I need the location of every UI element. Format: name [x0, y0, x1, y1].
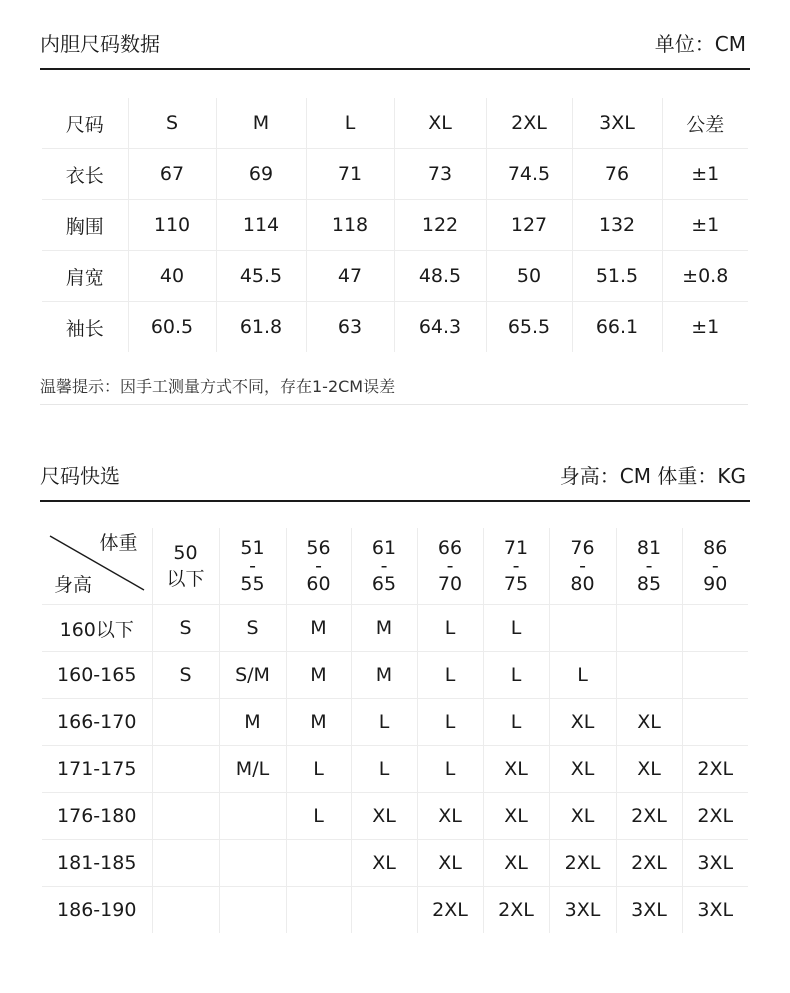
size-cell: XL: [351, 793, 417, 840]
size-cell: M: [351, 605, 417, 652]
size-cell: 2XL: [616, 793, 682, 840]
weight-range-header: [682, 528, 748, 605]
size-cell: 2XL: [682, 793, 748, 840]
size-cell: S: [152, 605, 219, 652]
corner-height-label: 身高: [54, 574, 93, 596]
quick-size-table: [42, 528, 748, 933]
size-cell: 2XL: [682, 746, 748, 793]
size-data-header: [40, 28, 750, 58]
size-cell: 2XL: [616, 840, 682, 887]
weight-range-part: -: [380, 555, 388, 577]
quick-size-header: [40, 460, 750, 490]
weight-range-part: 85: [636, 573, 662, 595]
height-range-label: 176-180: [42, 793, 152, 840]
table-cell: 65.5: [486, 302, 572, 353]
size-cell: [152, 887, 219, 934]
weight-range-part: 50: [173, 542, 198, 564]
size-cell: [286, 840, 351, 887]
table-cell: S: [128, 98, 216, 149]
table-cell: 118: [306, 200, 394, 251]
size-cell: [351, 887, 417, 934]
table-cell: 45.5: [216, 251, 306, 302]
size-cell: [616, 605, 682, 652]
weight-range-part: 56: [306, 537, 331, 559]
size-cell: [219, 840, 286, 887]
table-cell: ±0.8: [662, 251, 748, 302]
weight-range-part: -: [446, 555, 454, 577]
table-cell: 40: [128, 251, 216, 302]
weight-range-part: 90: [703, 573, 728, 595]
size-cell: 2XL: [417, 887, 483, 934]
table-cell: XL: [394, 98, 486, 149]
size-cell: M: [286, 699, 351, 746]
size-cell: L: [351, 699, 417, 746]
weight-range-part: 51: [240, 537, 265, 559]
table-cell: 114: [216, 200, 306, 251]
size-cell: XL: [549, 793, 616, 840]
size-data-title: 内胆尺码数据: [40, 32, 160, 56]
weight-range-part: 70: [437, 573, 463, 595]
table-cell: 74.5: [486, 149, 572, 200]
measurement-note: 温馨提示：因手工测量方式不同，存在1-2CM误差: [40, 377, 396, 396]
table-row: [42, 840, 748, 887]
size-cell: XL: [616, 746, 682, 793]
size-cell: XL: [417, 793, 483, 840]
size-cell: 3XL: [682, 840, 748, 887]
weight-range-header: [616, 528, 682, 605]
size-cell: S/M: [219, 652, 286, 699]
row-label: 胸围: [42, 200, 128, 251]
table-cell: 73: [394, 149, 486, 200]
size-cell: L: [417, 605, 483, 652]
weight-range-part: 以下: [166, 568, 205, 590]
size-cell: M: [219, 699, 286, 746]
table-row: [42, 302, 748, 353]
quick-size-unit: 身高：CM 体重：KG: [559, 464, 746, 488]
size-cell: [682, 652, 748, 699]
height-range-label: 171-175: [42, 746, 152, 793]
weight-range-part: 75: [503, 573, 529, 595]
table-row: [42, 652, 748, 699]
weight-range-part: 76: [570, 537, 595, 559]
table-row: [42, 605, 748, 652]
table-cell: 50: [486, 251, 572, 302]
size-cell: XL: [483, 746, 549, 793]
table-cell: 127: [486, 200, 572, 251]
table-cell: ±1: [662, 200, 748, 251]
table-cell: 67: [128, 149, 216, 200]
table-row: [42, 793, 748, 840]
size-cell: L: [483, 605, 549, 652]
size-cell: [616, 652, 682, 699]
corner-cell: [42, 528, 152, 605]
weight-range-header: [219, 528, 286, 605]
size-cell: S: [152, 652, 219, 699]
size-cell: [219, 793, 286, 840]
weight-range-part: 61: [371, 537, 397, 559]
weight-range-header: [286, 528, 351, 605]
row-label: 肩宽: [42, 251, 128, 302]
table-cell: 51.5: [572, 251, 662, 302]
size-cell: [286, 887, 351, 934]
table-row: [42, 746, 748, 793]
size-data-unit: 单位：CM: [654, 32, 746, 56]
table-cell: 64.3: [394, 302, 486, 353]
table-row: [42, 149, 748, 200]
size-cell: L: [417, 652, 483, 699]
table-cell: 110: [128, 200, 216, 251]
size-cell: 3XL: [616, 887, 682, 934]
size-cell: XL: [549, 746, 616, 793]
table-cell: 3XL: [572, 98, 662, 149]
table-cell: L: [306, 98, 394, 149]
size-cell: [152, 699, 219, 746]
weight-range-part: 60: [306, 573, 331, 595]
row-label: 衣长: [42, 149, 128, 200]
table-cell: ±1: [662, 302, 748, 353]
table-cell: M: [216, 98, 306, 149]
weight-range-header: [417, 528, 483, 605]
table-row: [42, 887, 748, 934]
size-cell: L: [417, 746, 483, 793]
table-cell: 47: [306, 251, 394, 302]
weight-range-part: -: [579, 555, 586, 577]
table-row: [42, 699, 748, 746]
table-cell: 61.8: [216, 302, 306, 353]
weight-range-part: -: [512, 555, 520, 577]
table-cell: 71: [306, 149, 394, 200]
size-cell: XL: [351, 840, 417, 887]
table-row: [42, 251, 748, 302]
size-cell: 3XL: [682, 887, 748, 934]
size-cell: L: [417, 699, 483, 746]
section-rule: [40, 68, 750, 70]
table-row: [42, 200, 748, 251]
row-label: 尺码: [42, 98, 128, 149]
table-cell: 122: [394, 200, 486, 251]
weight-range-part: 65: [371, 573, 397, 595]
size-cell: [682, 605, 748, 652]
size-cell: [549, 605, 616, 652]
size-cell: L: [286, 793, 351, 840]
size-cell: 2XL: [549, 840, 616, 887]
table-cell: 63: [306, 302, 394, 353]
height-range-label: 160-165: [42, 652, 152, 699]
size-cell: L: [549, 652, 616, 699]
size-cell: 3XL: [549, 887, 616, 934]
size-cell: L: [286, 746, 351, 793]
table-cell: 48.5: [394, 251, 486, 302]
quick-size-title: 尺码快选: [40, 464, 120, 488]
size-data-table: [42, 98, 748, 352]
weight-header-row: [42, 528, 748, 605]
size-cell: M/L: [219, 746, 286, 793]
size-cell: [682, 699, 748, 746]
section-rule: [40, 500, 750, 502]
table-cell: 69: [216, 149, 306, 200]
table-cell: 2XL: [486, 98, 572, 149]
size-cell: L: [351, 746, 417, 793]
size-cell: XL: [616, 699, 682, 746]
size-cell: [152, 840, 219, 887]
weight-range-part: 71: [503, 537, 529, 559]
table-cell: 60.5: [128, 302, 216, 353]
table-cell: 132: [572, 200, 662, 251]
size-cell: [152, 793, 219, 840]
size-cell: XL: [549, 699, 616, 746]
weight-range-header: [549, 528, 616, 605]
size-cell: L: [483, 699, 549, 746]
table-cell: ±1: [662, 149, 748, 200]
corner-weight-label: 体重: [99, 532, 138, 554]
size-cell: L: [483, 652, 549, 699]
size-cell: XL: [417, 840, 483, 887]
height-range-label: 181-185: [42, 840, 152, 887]
weight-range-part: 55: [240, 573, 265, 595]
weight-range-part: -: [645, 555, 653, 577]
size-cell: [152, 746, 219, 793]
height-range-label: 186-190: [57, 899, 137, 921]
height-range-label: 160以下: [42, 605, 152, 652]
note-divider: [40, 404, 748, 405]
weight-range-header: [483, 528, 549, 605]
row-label: 袖长: [65, 317, 104, 340]
size-cell: XL: [483, 840, 549, 887]
table-cell: 76: [572, 149, 662, 200]
size-cell: M: [286, 652, 351, 699]
height-range-label: 166-170: [42, 699, 152, 746]
table-cell: 66.1: [572, 302, 662, 353]
size-cell: [219, 887, 286, 934]
weight-range-part: -: [249, 555, 256, 577]
size-cell: 2XL: [483, 887, 549, 934]
size-header-row: [42, 98, 748, 149]
size-cell: M: [286, 605, 351, 652]
weight-range-header: [152, 528, 219, 605]
weight-range-part: -: [711, 555, 719, 577]
size-cell: S: [219, 605, 286, 652]
weight-range-header: [351, 528, 417, 605]
size-cell: M: [351, 652, 417, 699]
weight-range-part: 81: [636, 537, 662, 559]
weight-range-part: -: [315, 555, 322, 577]
size-cell: XL: [483, 793, 549, 840]
table-cell: 公差: [662, 98, 748, 149]
weight-range-part: 66: [437, 537, 463, 559]
weight-range-part: 80: [570, 573, 595, 595]
weight-range-part: 86: [703, 537, 728, 559]
